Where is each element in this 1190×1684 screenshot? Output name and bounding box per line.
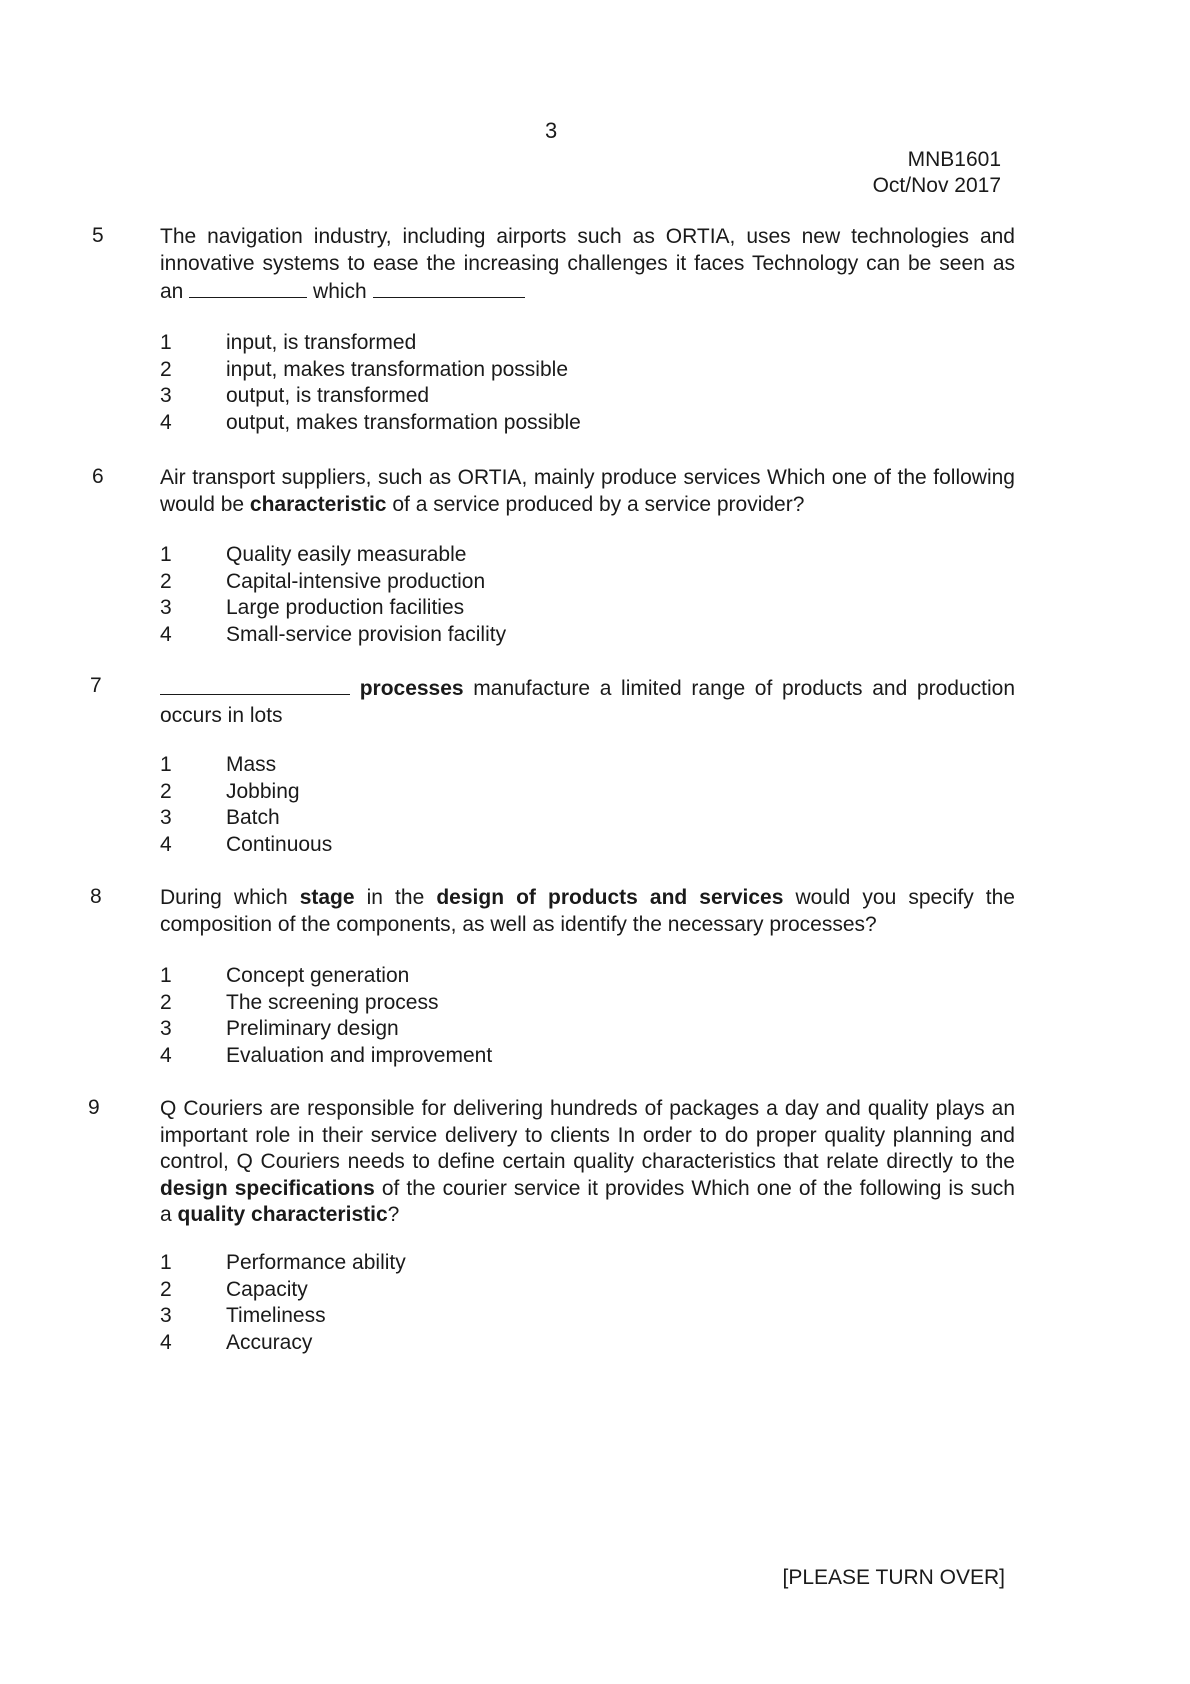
option-text: input, is transformed <box>226 331 417 354</box>
option-number: 3 <box>160 596 172 619</box>
option-number: 4 <box>160 1330 172 1354</box>
question-6-text-b: of a service produced by a service provider? <box>392 492 805 516</box>
option-number: 2 <box>160 357 172 381</box>
answer-blank <box>189 277 307 298</box>
option-row <box>160 805 332 832</box>
option-number: 2 <box>160 569 172 593</box>
option-number: 1 <box>160 543 172 566</box>
option-number: 3 <box>160 806 172 829</box>
option-row <box>160 779 332 806</box>
option-number: 2 <box>160 779 172 803</box>
question-8-options <box>160 963 492 1069</box>
option-text: Quality easily measurable <box>226 543 467 566</box>
question-7-text-a: manufacture a limited range of products and production occurs in lots <box>160 677 1015 727</box>
option-row <box>160 542 506 569</box>
option-row <box>160 1250 406 1277</box>
option-row <box>160 990 492 1017</box>
option-text: Timeliness <box>226 1304 326 1327</box>
course-code: MNB1601 <box>907 148 1001 171</box>
question-5-text-b: which <box>313 280 367 303</box>
option-row <box>160 1303 406 1330</box>
option-row <box>160 1016 492 1043</box>
option-text: Capital-intensive production <box>226 569 486 593</box>
question-9-number: 9 <box>88 1096 100 1119</box>
option-text: Capacity <box>226 1277 308 1301</box>
option-text: Continuous <box>226 832 333 856</box>
question-7-number: 7 <box>90 674 102 697</box>
option-text: Concept generation <box>226 964 410 987</box>
option-text: Small-service provision facility <box>226 622 507 646</box>
question-5-text <box>160 224 1015 306</box>
option-row <box>160 1043 492 1070</box>
question-8-bold-a: stage <box>299 886 355 909</box>
option-row <box>160 1330 406 1357</box>
option-text: Evaluation and improvement <box>226 1043 493 1067</box>
question-7-options <box>160 752 332 858</box>
option-row <box>160 330 581 357</box>
option-row <box>160 963 492 990</box>
option-text: input, makes transformation possible <box>226 357 568 381</box>
option-row <box>160 752 332 779</box>
page-number: 3 <box>545 118 558 143</box>
option-number: 4 <box>160 1043 172 1067</box>
option-row <box>160 1277 406 1304</box>
option-text: output, is transformed <box>226 384 430 407</box>
option-number: 1 <box>160 964 172 987</box>
option-number: 3 <box>160 1304 172 1327</box>
question-6-text-a: Air transport suppliers, such as ORTIA, mainly produce services Which one of the following would be <box>160 466 1015 516</box>
question-5-number: 5 <box>92 224 104 247</box>
option-number: 4 <box>160 832 172 856</box>
option-text: Batch <box>226 806 280 829</box>
option-number: 2 <box>160 1277 172 1301</box>
option-row <box>160 410 581 437</box>
question-5-text-a: The navigation industry, including airports such as ORTIA, uses new technologies and innovative systems to ease the increasing challenges it faces Technology can be seen as an <box>160 225 1015 303</box>
option-text: Large production facilities <box>226 596 465 619</box>
option-text: output, makes transformation possible <box>226 410 581 434</box>
please-turn-over-note: [PLEASE TURN OVER] <box>782 1566 1005 1589</box>
option-number: 3 <box>160 1017 172 1040</box>
option-row <box>160 357 581 384</box>
option-text: Accuracy <box>226 1330 313 1354</box>
question-9-text <box>160 1096 1015 1229</box>
question-6-options <box>160 542 506 648</box>
exam-date: Oct/Nov 2017 <box>872 174 1001 197</box>
question-5-options <box>160 330 581 436</box>
option-number: 1 <box>160 753 172 776</box>
question-7-bold-a: processes <box>359 677 464 700</box>
question-9-bold-a: design specifications <box>160 1176 375 1200</box>
option-number: 1 <box>160 1251 172 1274</box>
option-text: Performance ability <box>226 1251 406 1274</box>
question-9-bold-b: quality characteristic <box>177 1203 388 1226</box>
option-row <box>160 595 506 622</box>
question-8-text-c: would you specify the composition of the components, as well as identify the necessary processes? <box>160 886 1015 936</box>
question-8-text-b: in the <box>366 886 425 909</box>
answer-blank <box>373 277 525 298</box>
option-number: 3 <box>160 384 172 407</box>
question-8-text-a: During which <box>160 886 288 909</box>
option-row <box>160 832 332 859</box>
option-text: Jobbing <box>226 779 300 803</box>
option-number: 4 <box>160 622 172 646</box>
option-text: Mass <box>226 753 277 776</box>
option-number: 1 <box>160 331 172 354</box>
question-6-number: 6 <box>92 465 104 488</box>
question-9-text-a: Q Couriers are responsible for delivering hundreds of packages a day and quality plays an important role in their service delivery to clients In order to do proper quality planning and control, Q Couriers needs to define certain quality characteristics that relate directly to the <box>160 1097 1015 1173</box>
question-9-options <box>160 1250 406 1356</box>
question-8-text <box>160 885 1015 938</box>
option-number: 4 <box>160 410 172 434</box>
option-row <box>160 622 506 649</box>
question-6-bold-a: characteristic <box>249 492 387 516</box>
question-7-text <box>160 674 1015 729</box>
option-row <box>160 569 506 596</box>
option-number: 2 <box>160 990 172 1014</box>
option-row <box>160 383 581 410</box>
question-8-bold-b: design of products and services <box>436 886 784 909</box>
question-6-text <box>160 465 1015 518</box>
answer-blank <box>160 674 350 695</box>
question-9-text-b: of the courier service it provides Which one of the following is such a <box>160 1176 1015 1226</box>
question-8-number: 8 <box>90 885 102 908</box>
question-9-text-c: ? <box>387 1203 400 1226</box>
option-text: The screening process <box>226 990 439 1014</box>
option-text: Preliminary design <box>226 1017 399 1040</box>
